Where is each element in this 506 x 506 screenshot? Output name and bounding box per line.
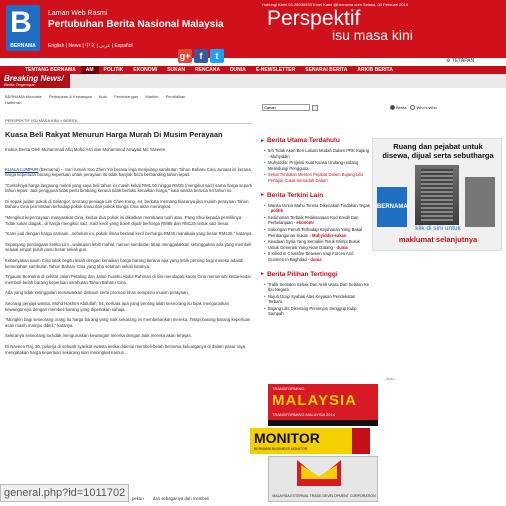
- radio-whos-who[interactable]: [410, 105, 415, 110]
- microsite-link[interactable]: Maritim: [145, 94, 159, 99]
- sidebar-title-utama: [260, 137, 370, 144]
- iklan-label: - iklan -: [384, 376, 398, 381]
- settings-label: TETAPAN: [451, 58, 475, 64]
- article-paragraph: Di Naveen Raj, 30, pekerja di sebuah syarikat swasta ketika ditemui membeli-belah bersama keluarganya di dalam pasar raya mengatakan harga keperluan sekarang kian meningkat namun...: [5, 343, 246, 355]
- ad-text: MALAYSIA EXTERNAL TRADE DEVELOPMENT CORPORATION: [272, 493, 376, 498]
- category-tag: Muhyiddin-sukan: [312, 232, 347, 238]
- google-plus-icon[interactable]: g+: [179, 51, 191, 61]
- news-link[interactable]: • 6/4 Tidak Akan Beri Laluan Mudah Dalam PRK Kajang - Muhyiddin: [264, 148, 370, 159]
- news-ticker[interactable]: [70, 74, 506, 88]
- article-headline: Kuasa Beli Rakyat Menurun Harga Murah Di Musim Perayaan: [5, 130, 223, 139]
- utama-list: [264, 148, 370, 184]
- news-sidebar: [260, 137, 370, 325]
- nav-item-am[interactable]: AM: [81, 66, 99, 74]
- twitter-icon[interactable]: t: [210, 49, 224, 63]
- category-tag: dunia: [310, 256, 322, 262]
- microsite-links: [5, 94, 255, 106]
- nav-item-arkib[interactable]: ARKIB BERITA: [357, 67, 393, 73]
- tower-image: [465, 177, 495, 227]
- logo-text: BERNAMA: [10, 43, 36, 49]
- news-link[interactable]: • Wanita Umno Mahu Teresa Dikenakan Tindakan Tegas - politik: [264, 203, 370, 214]
- article-paragraph: Sekiranya seseorang itu tidak menguruskan kewangan mereka dengan baik mereka akan terjejas.: [5, 333, 192, 339]
- section-title: Berita Terkini Lain: [266, 191, 324, 199]
- arrow-icon: ►: [260, 137, 265, 144]
- search-button[interactable]: [312, 105, 318, 111]
- article-paragraph: Ada yang tidak ketinggalan menawarkan diskaun serta promosi khas sempena musim perayaan.: [5, 290, 189, 296]
- section-title: Berita Utama Terdahulu: [266, 137, 340, 144]
- ad-cta-line1: klik di sini untuk: [415, 225, 461, 232]
- nav-item-ekonomi[interactable]: EKONOMI: [133, 67, 158, 73]
- ad-title: MALAYSIA: [272, 392, 357, 409]
- news-link[interactable]: • Muhyiddin: Projeksi Kuat Kuasa Undang-undang Melindungi Pengguna: [264, 160, 370, 171]
- dateline[interactable]: KUALA LUMPUR: [5, 166, 39, 172]
- ad-kicker: TRANSFORMING: [272, 386, 305, 391]
- nav-item-politik[interactable]: POLITIK: [103, 67, 124, 73]
- microsite-link[interactable]: Auto: [98, 94, 108, 99]
- language-links[interactable]: English | News | 中文 | عربي | Español: [48, 43, 133, 49]
- business-monitor-ad[interactable]: [250, 428, 370, 454]
- microsite-link[interactable]: Perbankan & Kewangan: [48, 94, 92, 99]
- nav-item-tentang[interactable]: TENTANG BERNAMA: [25, 67, 76, 73]
- nav-item-senarai[interactable]: SENARAI BERITA: [305, 67, 348, 73]
- ad-headline: Ruang dan pejabat untuk disewa, dijual serta sebutharga: [382, 142, 494, 160]
- transforming-malaysia-ad[interactable]: [268, 384, 378, 426]
- article-paragraph: "Contohnya harga langsung meleti yang saya beli tahun ini masih kekal RM1.50 hingga RM25 (mengikut saiz) sama harga seperti tahun lepas. Jadi pengguna tidak perlu bimbang kerana tidak berlaku kenaikan harga," kata wanita berusia 54 tahun ini.: [5, 182, 253, 194]
- nav-item-rencana[interactable]: RENCANA: [194, 67, 220, 73]
- news-link[interactable]: • Keadaan Syria Yang Semakin Teruk Wimpi Buruk Untuk Generasi Yang Akan Datang - dunia: [264, 239, 370, 250]
- search-scope: [390, 105, 437, 110]
- continuation-text: pekan: [132, 496, 144, 501]
- pilihan-list: [264, 282, 370, 318]
- article-byline: Inokus Berita Oleh Muhammad Afiq Mohd Asri dan Mohammed Anwyad Md Yaseem: [5, 147, 166, 152]
- breaking-subtitle: Berita Tergempar: [4, 82, 35, 87]
- nav-item-dunia[interactable]: DUNIA: [229, 67, 246, 73]
- arrow-icon: ►: [260, 192, 265, 199]
- bernama-logo[interactable]: [6, 5, 40, 51]
- nav-item-sukan[interactable]: SUKAN: [167, 67, 185, 73]
- article: [5, 130, 253, 360]
- article-paragraph: Di sepak jualan pokok di Selangor, seorang peniaga Lim Chee Kong, 44, berkata memang biasanya jika musim perayaan Tahun Baharu Cina permintaan terhadap pokok limau dan pokok Bunga Cina akan meningkat.: [5, 198, 249, 210]
- microsite-link[interactable]: Halterrah: [5, 100, 22, 105]
- news-link[interactable]: • Bujang Lilis Dikenang Pemimpin Senggup Kulip Sampah: [264, 306, 370, 317]
- article-paragraph: "Mengikut kepercayaan masyarakat Cina, kedua-dua pokok ini dikaitkan membawa tuah atau. Pang Shui kepada pemiliknya. Tidak sukar diagak...di harga mengikut saiz. Saiz kecil yang boleh dijual berharga RM85 dan RM125 untuk saiz besar.: [5, 215, 243, 226]
- facebook-icon[interactable]: f: [194, 49, 208, 63]
- top-info-bar: Hubungi Kami 03-26939933 Emel Kami @bernama.com Selasa, 04 Februari 2014: [262, 2, 408, 7]
- social-links: [178, 49, 224, 63]
- news-link-text: Keadaan Syria Yang Semakin Teruk Wimpi Buruk Untuk Generasi Yang Akan Datang: [268, 239, 360, 250]
- search-input[interactable]: [262, 104, 310, 111]
- article-continuation: [132, 496, 217, 501]
- terkini-list: [264, 203, 370, 263]
- matrade-ad[interactable]: [268, 456, 378, 502]
- news-link[interactable]: • Sokongan Penuh Terhadap Kejohanan Yang Bakal Pembangunan Sukan - Muhyiddin-sukan: [264, 227, 370, 238]
- news-link-text: Sokongan Penuh Terhadap Kejohanan Yang Bakal Pembangunan Sukan: [268, 226, 363, 238]
- ad-bernama-logo: BERNAMA: [377, 187, 407, 227]
- microsite-link[interactable]: Penerbangan: [114, 94, 139, 99]
- logo-letter: B: [10, 6, 32, 39]
- article-paragraph: Tinjauan Bernama di sekitar Jalan Petaling dan Jalan Tuanku Abdul Rahman di sini mendapati kaum Cina memenuhi kedai-kedai membeli-belah barang keperluan sambutan Tahun Baharu Cina.: [5, 274, 251, 285]
- settings-button[interactable]: ⚙ TETAPAN: [446, 58, 475, 64]
- breaking-news-label: [0, 74, 70, 88]
- article-paragraph: Kebanyakan kaum Cina tidak begitu kisah dengan kenaikan harga barang kerana apa yang lebih penting bagi mereka adalah kemeriahan sambutan Tahun Baharu Cina yang tiba setahun sekali katanya.: [5, 258, 244, 269]
- microsite-link[interactable]: Pendidikan: [165, 94, 186, 99]
- search-bar: [262, 104, 437, 111]
- news-link[interactable]: • Kesimonan Terbaik Pelaksanaan Kod Kredit Dan Perbelanjaan - ekonomi: [264, 215, 370, 226]
- section-title: Berita Pilihan Tertinggi: [266, 270, 338, 278]
- ad-subtitle: TRANSFORMING MALAYSIA 2014: [272, 412, 336, 417]
- radio-berita-label: Berita: [396, 105, 407, 110]
- breaking-title: Breaking News/: [4, 74, 64, 83]
- news-link-text: Wanita Umno Mahu Teresa Dikenakan Tindakan Tegas: [268, 202, 370, 208]
- news-link-text: Kesimonan Terbaik Pelaksanaan Kod Kredit Dan Perbelanjaan: [268, 214, 359, 226]
- perspektif-subtitle: isu masa kini: [332, 27, 413, 43]
- article-paragraph: [5, 167, 253, 178]
- sidebar-title-pilihan: [260, 271, 370, 278]
- news-link[interactable]: • Nujuh Ucap Syabas Atas Keyasan Pendekatan Terbaru: [264, 294, 370, 305]
- matrade-logo-inner: [301, 465, 337, 479]
- ad-band: [268, 420, 378, 426]
- article-paragraph: "Mungkin bagi seseorang orang itu harga barang yang naik sekarang ini membebankan mereka. Tetapi barang-barang keperluan asas masih mampu dibeli," katanya.: [5, 317, 251, 328]
- ad-band: [352, 428, 370, 454]
- nav-item-enewsletter[interactable]: E-NEWSLETTER: [255, 67, 296, 73]
- paragraph-text: (Bernama) -- Suri rumah Soo Zhen Yin berasa lega menjelang sambutan Tahun Baharu Cina Jumaat ini kerana harga keperluan barang keperluan untuk perayaan itu tidak banyak beza berbanding tahun lepas.: [5, 166, 251, 178]
- category-tag: dunia: [336, 244, 348, 250]
- rental-ad-banner[interactable]: [372, 138, 502, 251]
- news-link[interactable]: • Sekat Timbalan Menteri Pejabat Dalam Bujang Lilis Pertajuk Cukai Semadah Dalam: [264, 172, 370, 183]
- status-bar-url: general.php?id=1011702: [0, 484, 129, 502]
- category-tag: ekonomi: [296, 220, 314, 226]
- article-paragraph: Sepanjang perniagaan ketika Lim...walaupun lebih mahal, namun sambutan tetap menggalakkan sehinggakan ada yang membeli seawal empat puluh pasu besar sekali gus.: [5, 241, 252, 253]
- news-link[interactable]: • Trafik Semakin Sesak Dari Arah Utara Dan Selatan Ke Ibu Negara: [264, 282, 370, 293]
- ad-cta-line2: maklumat selanjutnya: [398, 235, 478, 244]
- news-link-text: 5 Killed In Crossfire Between Iraqi Forces And Gunmen In Baghdad: [268, 251, 354, 262]
- building-image: [415, 165, 459, 225]
- radio-berita[interactable]: [390, 105, 395, 110]
- category-tag: politik: [270, 208, 283, 214]
- main-nav: [0, 66, 506, 74]
- microsite-link[interactable]: BERNAMA Microsite: [5, 94, 42, 99]
- ad-title: MONITOR: [254, 430, 320, 446]
- radio-whos-who-label: Who's Who: [416, 105, 437, 110]
- continuation-text: dan sebagainya dan membeli: [152, 496, 210, 501]
- arrow-icon: ►: [260, 271, 265, 277]
- article-paragraph: "Kami jual dengan harga samaan...sebelum ini, pokok limau berasal kecil berharga RM35 manakala yang besar RM125," katanya.: [5, 231, 253, 237]
- ad-subtitle: BERNAMA BUSINESS MONITOR: [254, 447, 308, 451]
- site-name: Pertubuhan Berita Nasional Malaysia: [48, 19, 224, 30]
- section-breadcrumb: PERSPEKTIF ISU MASA KINI > BERITA: [5, 118, 253, 124]
- sidebar-title-terkini: [260, 192, 370, 199]
- news-link[interactable]: • 5 Killed In Crossfire Between Iraqi Forces And Gunmen In Baghdad - dunia: [264, 251, 370, 262]
- article-paragraph: Seorang penjaja wanita, Mohd Hashim Abdullah, 54, berkata apa yang penting ialah seseorang itu bijak menguruskan kewangannya dengan membeli barang yang diperlukan sahaja.: [5, 301, 230, 312]
- site-subtitle: Laman Web Rasmi: [48, 10, 108, 17]
- perspektif-title: Perspektif: [267, 7, 361, 30]
